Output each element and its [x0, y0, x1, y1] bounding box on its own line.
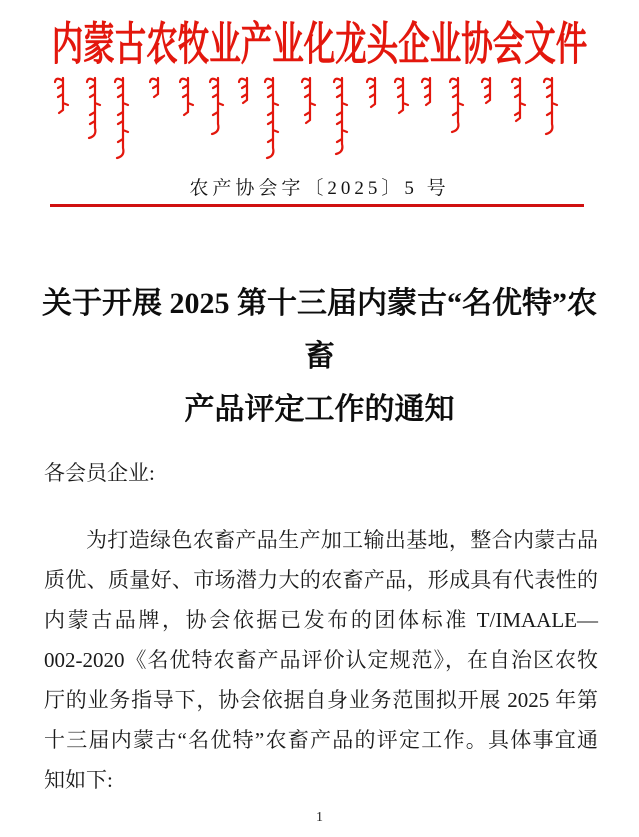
document-title-line2: 产品评定工作的通知	[184, 393, 455, 426]
body-line: 厅的业务指导下，协会依据自身业务范围拟开展 2025 年第	[44, 688, 598, 712]
org-title: 内蒙古农牧业产业化龙头企业协会文件	[51, 19, 588, 70]
doc-number: 农产协会字〔2025〕5 号	[189, 178, 450, 199]
red-divider-line	[50, 204, 584, 207]
body-paragraph	[44, 520, 598, 800]
page-number: 1	[316, 810, 323, 825]
document-title	[28, 277, 611, 436]
body-line: 十三届内蒙古“名优特”农畜产品的评定工作。具体事宜通	[44, 728, 598, 752]
document-title-line1: 关于开展 2025 第十三届内蒙古“名优特”农畜	[42, 287, 597, 373]
body-line: 内蒙古品牌，协会依据已发布的团体标准 T/IMAALE—	[44, 608, 598, 632]
body-line: 质优、质量好、市场潜力大的农畜产品，形成具有代表性的	[44, 568, 598, 592]
body-line: 为打造绿色农畜产品生产加工输出基地，整合内蒙古品	[86, 528, 598, 552]
body-line: 002-2020《名优特农畜产品评价认定规范》，在自治区农牧	[44, 648, 598, 672]
salutation: 各会员企业:	[44, 461, 155, 485]
body-line: 知如下:	[44, 768, 113, 792]
